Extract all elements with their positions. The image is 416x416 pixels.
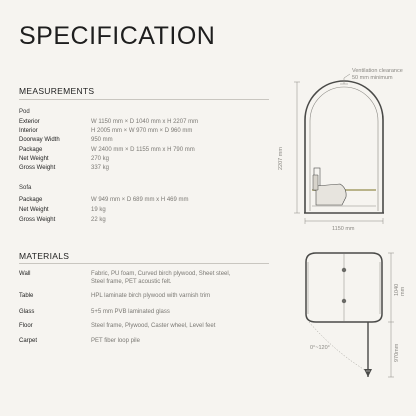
ventilation-leader bbox=[340, 74, 350, 84]
spec-value: W 2400 mm × D 1155 mm x H 790 mm bbox=[91, 146, 195, 153]
pod-seat bbox=[316, 184, 346, 205]
material-label: Wall bbox=[19, 271, 31, 277]
material-value: PET fiber loop pile bbox=[91, 338, 140, 344]
pod-hinge-top bbox=[342, 268, 346, 272]
materials-heading: MATERIALS bbox=[19, 251, 70, 261]
spec-label: Net Weight bbox=[19, 206, 49, 213]
spec-label: Gross Weight bbox=[19, 216, 56, 223]
pod-hinge-bottom bbox=[342, 299, 346, 303]
measurements-heading: MEASUREMENTS bbox=[19, 86, 95, 96]
pod-heading: Pod bbox=[19, 109, 30, 115]
page-title: SPECIFICATION bbox=[19, 22, 216, 50]
spec-label: Doorway Width bbox=[19, 137, 60, 144]
ventilation-label-2: 50 mm minimum bbox=[352, 75, 393, 81]
spec-value: 270 kg bbox=[91, 155, 110, 162]
spec-value: W 949 mm × D 689 mm x H 469 mm bbox=[91, 197, 189, 203]
pod-top-view bbox=[306, 253, 382, 322]
material-value: Fabric, PU foam, Curved birch plywood, Sheet steel, Steel frame, PET acoustic felt. bbox=[91, 271, 231, 286]
spec-value: 22 kg bbox=[91, 216, 106, 223]
material-value: HPL laminate birch plywood with varnish trim bbox=[91, 293, 211, 299]
material-value: Steel frame, Plywood, Caster wheel, Level feet bbox=[91, 323, 216, 329]
door-dimension-label: 970mm bbox=[394, 343, 400, 362]
spec-label: Package bbox=[19, 146, 43, 153]
material-label: Glass bbox=[19, 309, 35, 315]
spec-value: H 2005 mm × W 970 mm × D 960 mm bbox=[91, 128, 193, 135]
material-value: 5+5 mm PVB laminated glass bbox=[91, 309, 170, 315]
spec-value: 950 mm bbox=[91, 137, 113, 144]
pod-sofa-back bbox=[313, 175, 318, 190]
spec-label: Interior bbox=[19, 128, 38, 135]
ventilation-label-1: Ventilation clearance bbox=[352, 68, 403, 74]
spec-value: 337 kg bbox=[91, 165, 110, 171]
width-dimension bbox=[305, 218, 383, 224]
material-label: Carpet bbox=[19, 338, 38, 344]
spec-label: Exterior bbox=[19, 119, 40, 125]
spec-label: Package bbox=[19, 197, 43, 203]
height-dimension bbox=[294, 82, 300, 213]
spec-value: 19 kg bbox=[91, 206, 106, 213]
spec-label: Net Weight bbox=[19, 155, 49, 162]
spec-label: Gross Weight bbox=[19, 165, 56, 171]
spec-value: W 1150 mm × D 1040 mm x H 2207 mm bbox=[91, 119, 199, 125]
width-dimension-label: 1150 mm bbox=[332, 226, 355, 232]
depth-dimension-label: 1040 mm bbox=[394, 283, 406, 296]
material-label: Floor bbox=[19, 323, 33, 329]
material-label: Table bbox=[19, 293, 34, 299]
door-angle-label: 0°~120° bbox=[310, 345, 330, 351]
height-dimension-label: 2207 mm bbox=[278, 147, 284, 170]
pod-front-view bbox=[304, 81, 384, 213]
sofa-heading: Sofa bbox=[19, 185, 32, 191]
